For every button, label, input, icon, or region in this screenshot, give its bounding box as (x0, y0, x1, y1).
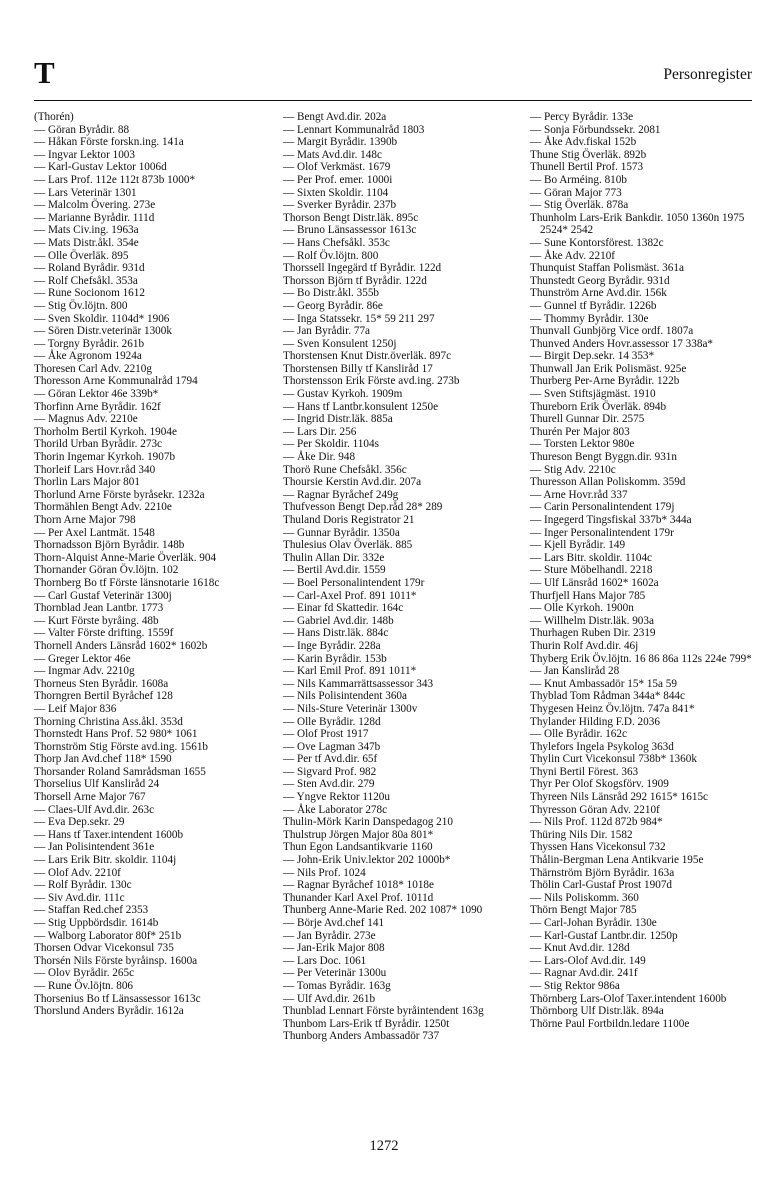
register-entry: — Ingegerd Tingsfiskal 337b* 344a (530, 514, 692, 526)
register-entry: — Åke Agronom 1924a (34, 350, 142, 363)
register-entry: — Torsten Lektor 980e (530, 438, 635, 451)
register-entry: — Lars Erik Bitr. skoldir. 1104j (34, 854, 177, 867)
register-entry: — Bertil Avd.dir. 1559 (283, 564, 386, 577)
register-entry: — Sigvard Prof. 982 (283, 765, 377, 778)
register-entry: — Rune Socionom 1612 (34, 287, 145, 300)
register-entry: Thorselius Ulf Kansliråd 24 (34, 778, 160, 791)
register-entry: Thyni Bertil Förest. 363 (530, 765, 639, 778)
register-entry: Thorsander Roland Samrådsman 1655 (34, 765, 206, 778)
register-entry: Thulin-Mörk Karin Danspedagog 210 (283, 816, 453, 829)
register-entry: Thorngren Bertil Byråchef 128 (34, 690, 173, 703)
register-entry: Thunstedt Georg Byrådir. 931d (530, 274, 670, 287)
register-entry: — Gabriel Avd.dir. 148b (283, 614, 394, 627)
register-entry: — Rolf Chefsåkl. 353a (34, 274, 138, 287)
page-number: 1272 (369, 1138, 399, 1154)
register-entry: — Ove Lagman 347b (283, 740, 381, 753)
register-entry: — Håkan Förste forskn.ing. 141a (34, 136, 184, 149)
register-entry: — Ragnar Byråchef 1018* 1018e (283, 879, 434, 892)
register-entry: Thunander Karl Axel Prof. 1011d (283, 891, 434, 904)
register-entry: — Sven Konsulent 1250j (283, 337, 397, 350)
register-entry: Thorlund Arne Förste byråsekr. 1232a (34, 488, 205, 501)
register-entry: Thorö Rune Chefsåkl. 356c (283, 463, 407, 476)
register-entry: — Knut Ambassadör 15* 15a 59 (530, 677, 677, 690)
register-entry: — Stig Adv. 2210c (530, 463, 616, 476)
register-entry: — Lars-Olof Avd.dir. 149 (530, 954, 646, 967)
register-entry: — Staffan Red.chef 2353 (34, 904, 149, 917)
register-entry: — Nils Prof. 1024 (283, 866, 366, 879)
register-entry: Thurberg Per-Arne Byrådir. 122b (530, 375, 680, 388)
register-entry: — Bo Distr.åkl. 355b (283, 287, 380, 300)
register-entry: Thureborn Erik Överläk. 894b (530, 400, 667, 413)
register-entry: Thunell Bertil Prof. 1573 (530, 161, 644, 174)
register-entry: — Bengt Avd.dir. 202a (283, 111, 387, 123)
register-entry: Thornadsson Björn Byrådir. 148b (34, 539, 185, 552)
register-entry: Thorild Urban Byrådir. 273c (34, 438, 163, 451)
register-entry: Thylin Curt Vicekonsul 738b* 1360k (530, 753, 697, 766)
register-entry: Thunvall Gunbjörg Vice ordf. 1807a (530, 325, 694, 338)
register-entry: Thoresson Arne Kommunalråd 1794 (34, 375, 198, 388)
register-entry: — Jan Byrådir. 77a (283, 325, 370, 338)
register-entry: — Carl-Johan Byrådir. 130e (530, 917, 657, 929)
register-entry: — Olle Byrådir. 128d (283, 715, 381, 728)
register-entry: — Åke Adv.fiskal 152b (530, 136, 637, 149)
register-entry: — Sixten Skoldir. 1104 (283, 186, 389, 199)
register-entry: — Nils Prof. 112d 872b 984* (530, 816, 663, 829)
register-entry: — Sven Stiftsjägmäst. 1910 (530, 388, 656, 401)
register-entry: Thunholm Lars-Erik Bankdir. 1050 1360n 1975 2524* 2542 (530, 211, 745, 237)
register-entry: — Rolf Öv.löjtn. 800 (283, 249, 379, 262)
register-entry: Thorsenius Bo tf Länsassessor 1613c (34, 992, 201, 1005)
register-entry: — Greger Lektor 46e (34, 652, 131, 665)
register-entry: Thunberg Anne-Marie Red. 202 1087* 1090 (283, 904, 483, 917)
register-entry: — Arne Hovr.råd 337 (530, 488, 628, 501)
register-entry: Thorneus Sten Byrådir. 1608a (34, 677, 169, 690)
register-entry: — Per Prof. emer. 1000i (283, 173, 393, 186)
register-entry: Thorsén Nils Förste byråinsp. 1600a (34, 954, 198, 967)
register-entry: — Sten Avd.dir. 279 (283, 778, 375, 791)
register-entry: — Birgit Dep.sekr. 14 353* (530, 350, 655, 363)
register-entry: — Sören Distr.veterinär 1300k (34, 325, 172, 338)
register-entry: — Nils Polisintendent 360a (283, 690, 407, 703)
register-entry: Thulin Allan Dir. 332e (283, 551, 385, 564)
register-entry: — Åke Dir. 948 (283, 451, 356, 464)
register-entry: Thorlin Lars Major 801 (34, 476, 140, 489)
register-entry: Thornstedt Hans Prof. 52 980* 1061 (34, 728, 198, 741)
register-entry: — Bo Arméing. 810b (530, 173, 627, 186)
register-entry: — Gunnar Byrådir. 1350a (283, 526, 400, 539)
register-entry: Thylefors Ingela Psykolog 363d (530, 740, 674, 753)
register-entry: — Georg Byrådir. 86e (283, 299, 383, 312)
register-entry: Thorstensen Billy tf Kansliråd 17 (283, 362, 433, 375)
register-entry: Thölin Carl-Gustaf Prost 1907d (530, 879, 673, 892)
register-entry: — Margit Byrådir. 1390b (283, 136, 398, 149)
register-entry: — Walborg Laborator 80f* 251b (34, 929, 182, 942)
register-entry: Thorsson Björn tf Byrådir. 122d (283, 274, 427, 287)
register-entry: — Percy Byrådir. 133e (530, 111, 634, 123)
register-entry: Thornberg Bo tf Förste länsnotarie 1618c (34, 576, 220, 589)
register-entry: — John-Erik Univ.lektor 202 1000b* (283, 854, 451, 867)
register-entry: Thygesen Heinz Öv.löjtn. 747a 841* (530, 702, 695, 715)
register-entry: Thureson Bengt Byggn.dir. 931n (530, 451, 677, 464)
register-entry: Thuland Doris Registrator 21 (283, 514, 415, 526)
register-entry: — Hans Chefsåkl. 353c (283, 236, 390, 249)
register-entry: Thurén Per Major 803 (530, 425, 630, 438)
register-entry: — Kjell Byrådir. 149 (530, 539, 626, 552)
register-entry: — Carin Personalintendent 179j (530, 501, 675, 514)
register-entry: — Sven Skoldir. 1104d* 1906 (34, 312, 170, 325)
register-entry: Thyssen Hans Vicekonsul 732 (530, 841, 666, 854)
register-entry: — Valter Förste drifting. 1559f (34, 627, 174, 640)
register-entry: Thyreen Nils Länsråd 292 1615* 1615c (530, 791, 709, 804)
register-entry: — Sune Kontorsförest. 1382c (530, 236, 664, 249)
register-entry: — Siv Avd.dir. 111c (34, 891, 125, 904)
register-entry: Thörnberg Lars-Olof Taxer.intendent 1600b (530, 992, 727, 1005)
register-entry: — Lars Dir. 256 (283, 425, 357, 438)
register-entry: — Karl-Gustaf Lantbr.dir. 1250p (530, 929, 678, 942)
register-entry: Thorp Jan Avd.chef 118* 1590 (34, 753, 172, 766)
register-entry: Thorsell Arne Major 767 (34, 791, 146, 804)
register-entry: — Marianne Byrådir. 111d (34, 211, 155, 224)
register-entry: Thorslund Anders Byrådir. 1612a (34, 1005, 184, 1018)
register-entry: Thornander Göran Öv.löjtn. 102 (34, 564, 179, 577)
register-entry: Thunblad Lennart Förste byråintendent 163g (283, 1005, 484, 1018)
register-entry: — Carl-Axel Prof. 891 1011* (283, 589, 417, 602)
register-entry: — Inger Personalintendent 179r (530, 526, 674, 539)
register-entry: — Mats Civ.ing. 1963a (34, 224, 139, 237)
register-entry: — Ragnar Avd.dir. 241f (530, 967, 638, 980)
register-entry: — Einar fd Skattedir. 164c (283, 602, 404, 615)
register-entry: Thormählen Bengt Adv. 2210e (34, 501, 172, 514)
register-entry: — Yngve Rektor 1120u (283, 791, 390, 804)
register-entry: Thålin-Bergman Lena Antikvarie 195e (530, 854, 704, 867)
register-column-2 (283, 111, 515, 1043)
register-entry: — Lars Doc. 1061 (283, 954, 367, 967)
register-entry: — Inga Statssekr. 15* 59 211 297 (283, 312, 435, 325)
register-entry: — Ragnar Byråchef 249g (283, 488, 399, 501)
register-entry: — Sverker Byrådir. 237b (283, 199, 397, 212)
register-entry: — Olof Prost 1917 (283, 728, 369, 741)
register-entry: — Malcolm Övering. 273e (34, 199, 156, 212)
register-entry: Thornblad Jean Lantbr. 1773 (34, 602, 164, 615)
register-entry: — Rune Öv.löjtn. 806 (34, 979, 134, 992)
register-entry: Thunwall Jan Erik Polismäst. 925e (530, 362, 687, 375)
register-entry: Thorn Arne Major 798 (34, 514, 136, 526)
register-entry: Thunquist Staffan Polismäst. 361a (530, 262, 684, 275)
register-entry: Thüring Nils Dir. 1582 (530, 828, 633, 841)
register-entry: — Göran Lektor 46e 339b* (34, 388, 159, 401)
register-entry: — Ulf Avd.dir. 261b (283, 992, 376, 1005)
register-entry: Thunström Arne Avd.dir. 156k (530, 287, 667, 300)
register-entry: Thurell Gunnar Dir. 2575 (530, 413, 645, 426)
register-entry: — Torgny Byrådir. 261b (34, 337, 145, 350)
register-entry: Thärnström Björn Byrådir. 163a (530, 866, 675, 879)
register-entry: Thorssell Ingegärd tf Byrådir. 122d (283, 262, 442, 275)
register-entry: — Lars Bitr. skoldir. 1104c (530, 551, 653, 564)
register-entry: — Gustav Kyrkoh. 1909m (283, 388, 403, 401)
register-entry: Thorsen Odvar Vicekonsul 735 (34, 942, 174, 955)
register-entry: — Stig Överläk. 878a (530, 199, 629, 212)
register-entry: (Thorén) (34, 111, 74, 123)
register-entry: — Per tf Avd.dir. 65f (283, 753, 378, 766)
register-entry: — Stig Öv.löjtn. 800 (34, 299, 128, 312)
register-column-1 (34, 111, 266, 1018)
register-entry: — Per Veterinär 1300u (283, 967, 387, 980)
register-entry: — Willhelm Distr.läk. 903a (530, 614, 654, 627)
register-entry: Thyberg Erik Öv.löjtn. 16 86 86a 112s 224e 799* (530, 652, 752, 665)
register-entry: — Åke Laborator 278c (283, 803, 388, 816)
register-entry: — Olle Byrådir. 162c (530, 728, 627, 741)
register-entry: — Ingrid Distr.läk. 885a (283, 413, 393, 426)
register-entry: Thorn-Alquist Anne-Marie Överläk. 904 (34, 551, 217, 564)
register-entry: Thorfinn Arne Byrådir. 162f (34, 400, 161, 413)
register-entry: — Ulf Länsråd 1602* 1602a (530, 576, 659, 589)
register-entry: — Stig Uppbördsdir. 1614b (34, 917, 159, 929)
register-entry: — Hans tf Lantbr.konsulent 1250e (283, 400, 439, 413)
register-entry: Thunbom Lars-Erik tf Byrådir. 1250t (283, 1017, 450, 1030)
register-entry: — Karl-Gustav Lektor 1006d (34, 161, 167, 174)
register-entry: Thulstrup Jörgen Major 80a 801* (283, 828, 434, 841)
register-entry: — Nils Poliskomm. 360 (530, 891, 639, 904)
register-entry: Thörnborg Ulf Distr.läk. 894a (530, 1005, 664, 1018)
register-entry: Thurhagen Ruben Dir. 2319 (530, 627, 656, 640)
register-entry: — Olle Överläk. 895 (34, 249, 129, 262)
register-entry: — Nils Kammarrättsassessor 343 (283, 677, 434, 690)
register-entry: — Nils-Sture Veterinär 1300v (283, 702, 418, 715)
register-entry: Thorstensen Knut Distr.överläk. 897c (283, 350, 452, 363)
register-entry: — Mats Distr.åkl. 354e (34, 236, 139, 249)
register-entry: Thurin Rolf Avd.dir. 46j (530, 639, 639, 652)
register-entry: — Roland Byrådir. 931d (34, 262, 145, 275)
register-entry: Thorleif Lars Hovr.råd 340 (34, 463, 156, 476)
register-entry: Thornström Stig Förste avd.ing. 1561b (34, 740, 209, 753)
register-title: Personregister (663, 66, 752, 83)
register-entry: — Göran Major 773 (530, 186, 622, 199)
register-entry: Thornell Anders Länsråd 1602* 1602b (34, 639, 208, 652)
register-entry: Thorstensson Erik Förste avd.ing. 273b (283, 375, 460, 388)
register-entry: — Karin Byrådir. 153b (283, 652, 387, 665)
register-entry: Thurfjell Hans Major 785 (530, 589, 646, 602)
register-entry: — Göran Byrådir. 88 (34, 123, 130, 136)
register-entry: — Olof Verkmäst. 1679 (283, 161, 391, 174)
register-entry: — Knut Avd.dir. 128d (530, 942, 630, 955)
register-entry: — Olof Adv. 2210f (34, 866, 121, 879)
register-entry: — Rolf Byrådir. 130c (34, 879, 132, 892)
register-entry: Thufvesson Bengt Dep.råd 28* 289 (283, 501, 443, 514)
register-entry: Thunborg Anders Ambassadör 737 (283, 1030, 440, 1043)
page-header (34, 55, 752, 101)
register-entry: — Claes-Ulf Avd.dir. 263c (34, 803, 155, 816)
register-entry: — Jan Byrådir. 273e (283, 929, 376, 942)
register-entry: — Olov Byrådir. 265c (34, 967, 135, 980)
register-entry: — Sture Möbelhandl. 2218 (530, 564, 653, 577)
register-entry: Thörn Bengt Major 785 (530, 904, 637, 917)
register-entry: Thuresson Allan Poliskomm. 359d (530, 476, 686, 489)
register-entry: Thulesius Olav Överläk. 885 (283, 539, 413, 552)
register-entry: Thorning Christina Ass.åkl. 353d (34, 715, 183, 728)
register-columns (0, 111, 768, 1121)
register-entry: Thoursie Kerstin Avd.dir. 207a (283, 476, 422, 489)
register-entry: Thunved Anders Hovr.assessor 17 338a* (530, 337, 714, 350)
register-entry: — Tomas Byrådir. 163g (283, 979, 391, 992)
register-entry: — Hans Distr.läk. 884c (283, 627, 389, 640)
register-entry: — Ingmar Adv. 2210g (34, 665, 135, 678)
register-entry: Thun Egon Landsantikvarie 1160 (283, 841, 433, 854)
register-entry: Thylander Hilding F.D. 2036 (530, 715, 660, 728)
register-entry: — Inge Byrådir. 228a (283, 639, 381, 652)
register-entry: — Jan Polisintendent 361e (34, 841, 155, 854)
register-entry: — Magnus Adv. 2210e (34, 413, 138, 426)
register-entry: — Leif Major 836 (34, 702, 117, 715)
register-entry: — Jan-Erik Major 808 (283, 942, 385, 955)
section-letter: T (34, 55, 55, 90)
register-entry: — Olle Kyrkoh. 1900n (530, 602, 634, 615)
register-entry: — Bruno Länsassessor 1613c (283, 224, 417, 237)
register-column-3 (530, 111, 762, 1030)
register-entry: — Lars Veterinär 1301 (34, 186, 137, 199)
register-entry: Thörne Paul Fortbildn.ledare 1100e (530, 1017, 690, 1030)
register-entry: Thoresen Carl Adv. 2210g (34, 362, 152, 375)
register-entry: Thyresson Göran Adv. 2210f (530, 803, 660, 816)
register-entry: — Boel Personalintendent 179r (283, 576, 425, 589)
register-entry: — Mats Avd.dir. 148c (283, 148, 382, 161)
register-entry: Thorholm Bertil Kyrkoh. 1904e (34, 425, 177, 438)
register-entry: — Ingvar Lektor 1003 (34, 148, 135, 161)
register-entry: — Åke Adv. 2210f (530, 249, 616, 262)
register-entry: — Stig Rektor 986a (530, 979, 620, 992)
register-entry: — Jan Kanslіråd 28 (530, 665, 620, 678)
register-entry: — Lars Prof. 112e 112t 873b 1000* (34, 173, 196, 186)
register-entry: — Börje Avd.chef 141 (283, 917, 385, 929)
register-entry: — Thommy Byrådir. 130e (530, 312, 649, 325)
register-entry: — Kurt Förste byråing. 48b (34, 614, 159, 627)
register-entry: Thune Stig Överläk. 892b (530, 148, 647, 161)
register-entry: — Lennart Kommunalråd 1803 (283, 123, 425, 136)
register-entry: Thyblad Tom Rådman 344a* 844c (530, 690, 685, 703)
register-entry: — Per Skoldir. 1104s (283, 438, 379, 451)
register-entry: — Eva Dep.sekr. 29 (34, 816, 125, 829)
register-entry: — Per Axel Lantmät. 1548 (34, 526, 155, 539)
register-entry: Thorin Ingemar Kyrkoh. 1907b (34, 451, 176, 464)
register-entry: — Sonja Förbundssekr. 2081 (530, 123, 661, 136)
register-entry: — Karl Emil Prof. 891 1011* (283, 665, 417, 678)
register-entry: — Gunnel tf Byrådir. 1226b (530, 299, 657, 312)
register-entry: — Carl Gustaf Veterinär 1300j (34, 589, 172, 602)
register-entry: — Hans tf Taxer.intendent 1600b (34, 828, 184, 841)
register-entry: Thyr Per Olof Skogsförv. 1909 (530, 778, 669, 791)
register-entry: Thorson Bengt Distr.läk. 895c (283, 211, 419, 224)
